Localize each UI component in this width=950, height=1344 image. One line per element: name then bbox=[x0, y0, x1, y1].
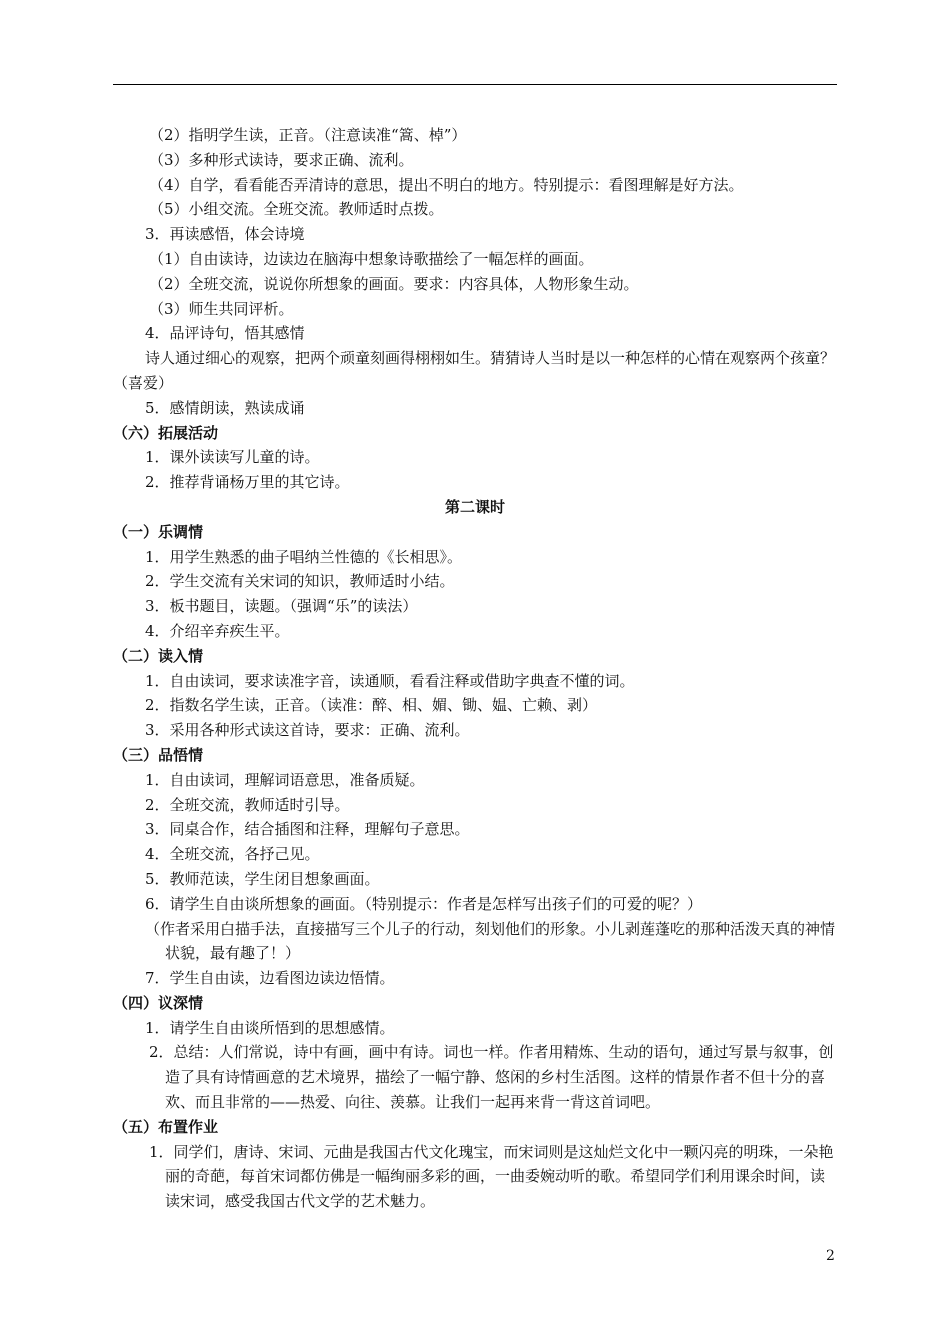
text-line: 4．全班交流，各抒己见。 bbox=[145, 845, 320, 864]
text-line: （5）小组交流。全班交流。教师适时点拨。 bbox=[149, 200, 444, 219]
section-heading: （四）议深情 bbox=[113, 993, 204, 1012]
text-line: （4）自学，看看能否弄清诗的意思，提出不明白的地方。特别提示：看图理解是好方法。 bbox=[149, 175, 744, 194]
section-heading: （一）乐调情 bbox=[113, 522, 204, 541]
text-line: 1．请学生自由谈所悟到的思想感情。 bbox=[145, 1018, 395, 1037]
section-heading: （二）读入情 bbox=[113, 646, 204, 665]
page-number: 2 bbox=[826, 1248, 835, 1264]
text-line: 1．自由读词，理解词语意思，准备质疑。 bbox=[145, 770, 425, 789]
text-line: 4．介绍辛弃疾生平。 bbox=[145, 621, 290, 640]
text-line: （2）指明学生读，正音。（注意读准“篙、棹”） bbox=[149, 126, 467, 144]
section-heading: 第二课时 bbox=[444, 497, 505, 516]
text-line: 4．品评诗句，悟其感情 bbox=[145, 324, 305, 343]
text-line: 2．指数名学生读，正音。（读准：醉、相、媚、锄、媪、亡赖、剥） bbox=[145, 696, 598, 715]
text-line: 7．学生自由读，边看图边读边悟情。 bbox=[145, 969, 395, 988]
text-line: 1．自由读词，要求读准字音，读通顺，看看注释或借助字典查不懂的词。 bbox=[145, 671, 635, 690]
text-line: （1）自由读诗，边读边在脑海中想象诗歌描绘了一幅怎样的画面。 bbox=[149, 249, 594, 268]
text-line: 5．感情朗读，熟读成诵 bbox=[145, 398, 305, 417]
header-rule bbox=[113, 84, 837, 85]
text-line: （3）师生共同评析。 bbox=[149, 299, 294, 318]
text-line: 1．课外读读写儿童的诗。 bbox=[145, 448, 320, 467]
text-line: 1．同学们，唐诗、宋词、元曲是我国古代文化瑰宝，而宋词则是这灿烂文化中一颗闪亮的明珠，一朵艳丽的奇葩，每首宋词都仿佛是一幅绚丽多彩的画，一曲委婉动听的歌。希望同学们利用课余时间，读读宋词，感受我国古代文学的艺术魅力。 bbox=[149, 1142, 834, 1211]
text-line: 6．请学生自由谈所想象的画面。（特别提示：作者是怎样写出孩子们的可爱的呢？） bbox=[145, 894, 703, 913]
text-line: 3．再读感悟，体会诗境 bbox=[145, 225, 305, 244]
section-heading: （六）拓展活动 bbox=[113, 423, 219, 442]
text-line: 3．采用各种形式读这首诗，要求：正确、流利。 bbox=[145, 721, 470, 740]
document-body bbox=[113, 123, 837, 1214]
text-line: （2）全班交流，说说你所想象的画面。要求：内容具体，人物形象生动。 bbox=[149, 274, 639, 293]
text-line: 诗人通过细心的观察，把两个顽童刻画得栩栩如生。猜猜诗人当时是以一种怎样的心情在观察两个孩童？（喜爱） bbox=[113, 349, 836, 392]
section-heading: （五）布置作业 bbox=[113, 1117, 219, 1136]
text-line: 5．教师范读，学生闭目想象画面。 bbox=[145, 869, 380, 888]
text-line: 1．用学生熟悉的曲子唱纳兰性德的《长相思》。 bbox=[145, 547, 463, 566]
section-heading: （三）品悟情 bbox=[113, 745, 204, 764]
text-line: （3）多种形式读诗，要求正确、流利。 bbox=[149, 150, 414, 169]
text-line: 3．板书题目，读题。（强调“乐”的读法） bbox=[145, 597, 418, 616]
text-line: （作者采用白描手法，直接描写三个儿子的行动，刻划他们的形象。小儿剥莲蓬吃的那种活泼天真的神情状貌，最有趣了！） bbox=[145, 919, 836, 963]
text-line: 3．同桌合作，结合插图和注释，理解句子意思。 bbox=[145, 820, 470, 839]
text-line: 2．总结：人们常说，诗中有画，画中有诗。词也一样。作者用精炼、生动的语句，通过写景与叙事，创造了具有诗情画意的艺术境界，描绘了一幅宁静、悠闲的乡村生活图。这样的情景作者不但十分的喜欢、而且非常的——热爱、向往、羡慕。让我们一起再来背一背这首词吧。 bbox=[149, 1043, 834, 1112]
text-line: 2．全班交流，教师适时引导。 bbox=[145, 795, 350, 814]
text-line: 2．推荐背诵杨万里的其它诗。 bbox=[145, 473, 350, 492]
text-line: 2．学生交流有关宋词的知识，教师适时小结。 bbox=[145, 572, 455, 591]
